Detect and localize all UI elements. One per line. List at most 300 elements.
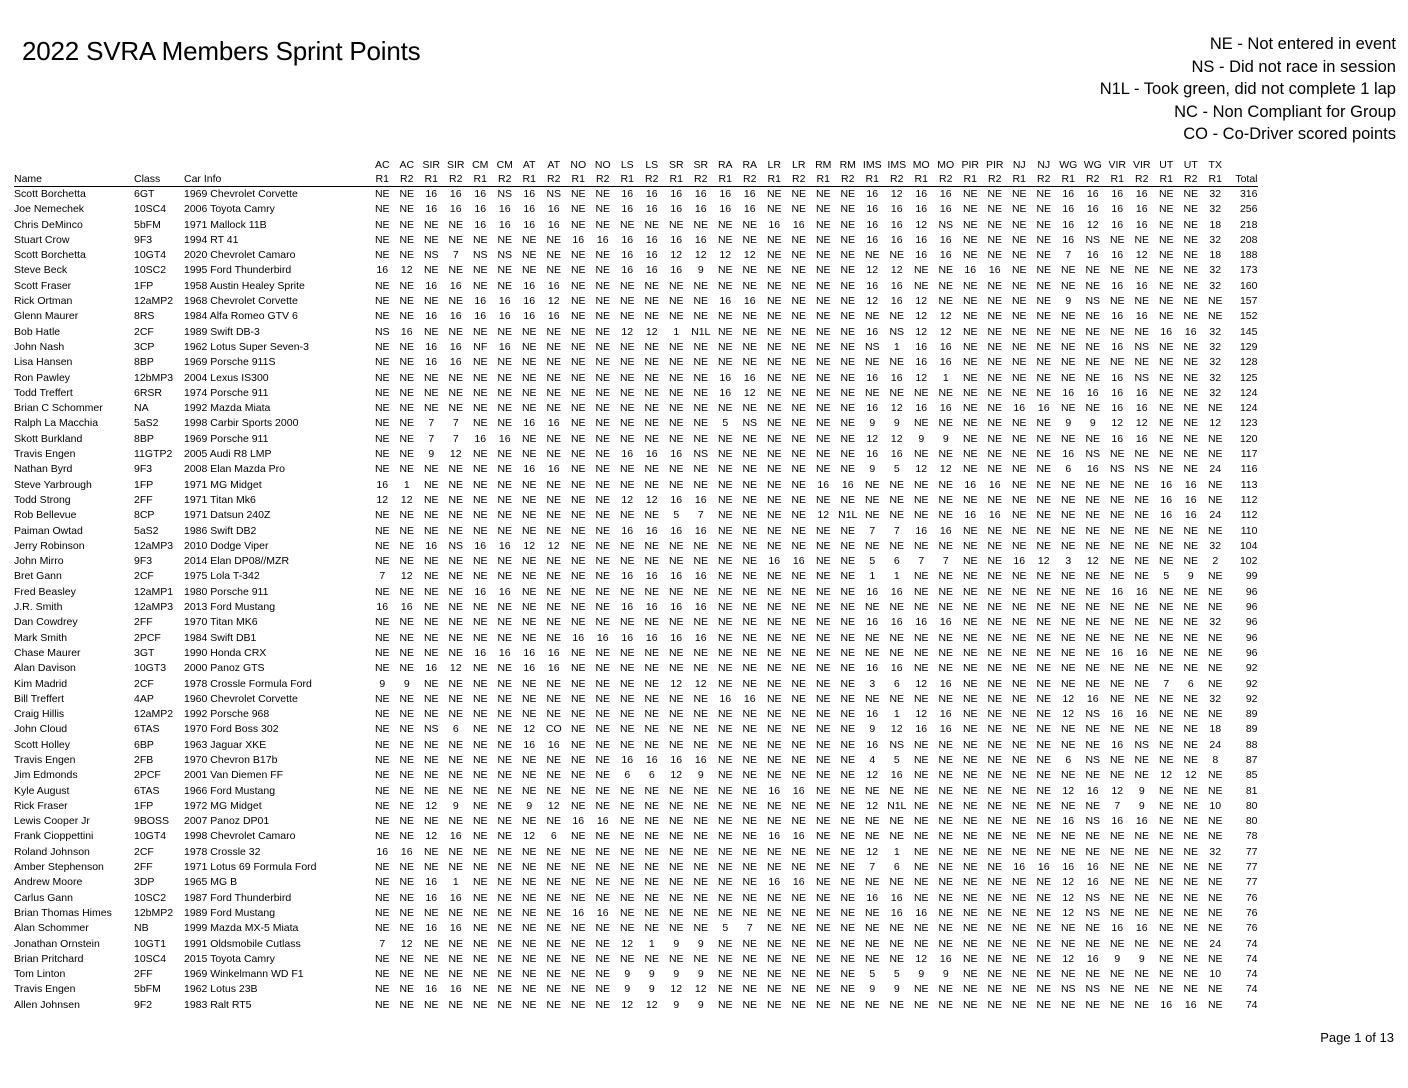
points-cell: NE xyxy=(864,998,880,1011)
points-cell: NE xyxy=(374,646,390,659)
total-points: 76 xyxy=(1245,922,1258,935)
points-cell: NE xyxy=(791,539,807,552)
points-cell: 16 xyxy=(988,509,1001,522)
points-cell: NE xyxy=(987,402,1003,415)
points-cell: NE xyxy=(742,218,758,231)
car-header: Car Info xyxy=(184,173,370,187)
points-cell: NE xyxy=(472,371,488,384)
points-cell: 1 xyxy=(893,570,900,583)
points-cell: NE xyxy=(693,692,709,705)
total-points: 89 xyxy=(1245,708,1258,721)
total-points: 77 xyxy=(1245,876,1258,889)
points-cell: NE xyxy=(717,753,733,766)
points-cell: NE xyxy=(1183,723,1199,736)
points-cell: 9 xyxy=(918,432,925,445)
points-cell: 16 xyxy=(1037,402,1050,415)
points-cell: NE xyxy=(1183,310,1199,323)
points-cell: NE xyxy=(1183,891,1199,904)
points-cell: NE xyxy=(1207,922,1223,935)
points-cell: NE xyxy=(423,952,439,965)
points-cell: 12 xyxy=(1184,769,1197,782)
points-cell: NE xyxy=(1011,463,1027,476)
points-cell: NE xyxy=(570,463,586,476)
driver-class: 10SC2 xyxy=(134,891,167,904)
points-cell: 16 xyxy=(743,188,756,200)
points-cell: NE xyxy=(1134,631,1150,644)
points-cell: NE xyxy=(791,968,807,981)
points-cell: NE xyxy=(644,876,660,889)
points-cell: NS xyxy=(938,218,954,231)
points-cell: 5 xyxy=(722,417,729,430)
points-cell: NE xyxy=(962,203,978,216)
points-cell: 5 xyxy=(893,968,900,981)
points-cell: NE xyxy=(987,906,1003,919)
points-cell: NE xyxy=(1085,830,1101,843)
points-cell: NE xyxy=(448,906,464,919)
points-cell: NE xyxy=(791,417,807,430)
car-info: 2005 Audi R8 LMP xyxy=(184,448,272,461)
points-cell: NE xyxy=(619,340,635,353)
points-cell: NE xyxy=(1085,937,1101,950)
points-cell: NE xyxy=(717,448,733,461)
points-cell: NE xyxy=(570,677,586,690)
event-header: WG xyxy=(1083,159,1102,171)
points-cell: NE xyxy=(546,601,562,614)
points-cell: NE xyxy=(497,677,513,690)
points-cell: NE xyxy=(938,937,954,950)
points-cell: NE xyxy=(1036,662,1052,675)
points-cell: NE xyxy=(472,417,488,430)
points-cell: NE xyxy=(717,585,733,598)
points-cell: 16 xyxy=(670,570,683,583)
points-cell: NE xyxy=(619,876,635,889)
points-cell: 12 xyxy=(866,264,879,277)
points-cell: NE xyxy=(864,784,880,797)
driver-class: 8BP xyxy=(134,432,154,445)
points-cell: NE xyxy=(497,769,513,782)
points-cell: 16 xyxy=(670,753,683,766)
points-cell: NE xyxy=(374,585,390,598)
points-cell: 16 xyxy=(596,815,609,828)
points-cell: NE xyxy=(546,922,562,935)
points-cell: NE xyxy=(472,723,488,736)
points-cell: NE xyxy=(1183,233,1199,246)
points-cell: NE xyxy=(472,738,488,751)
points-cell: NE xyxy=(448,631,464,644)
points-cell: NE xyxy=(742,830,758,843)
points-cell: NS xyxy=(742,417,758,430)
driver-class: 12aMP3 xyxy=(134,601,174,614)
points-cell: 16 xyxy=(523,738,536,751)
points-cell: NE xyxy=(1011,952,1027,965)
points-cell: NE xyxy=(472,952,488,965)
total-points: 92 xyxy=(1245,677,1258,690)
points-cell: 16 xyxy=(1111,402,1124,415)
points-cell: 16 xyxy=(645,570,658,583)
session-header-row xyxy=(14,173,1258,187)
points-cell: NE xyxy=(619,386,635,399)
points-cell: 16 xyxy=(694,631,707,644)
points-cell: NE xyxy=(521,616,537,629)
points-cell: NE xyxy=(1109,968,1125,981)
points-cell: NE xyxy=(693,218,709,231)
points-cell: NE xyxy=(1158,784,1174,797)
points-cell: 16 xyxy=(1062,448,1075,461)
points-cell: NE xyxy=(1183,616,1199,629)
points-cell: NE xyxy=(791,906,807,919)
total-points: 74 xyxy=(1245,998,1258,1011)
points-cell: 16 xyxy=(964,478,977,491)
points-cell: NE xyxy=(742,631,758,644)
points-cell: NE xyxy=(1060,478,1076,491)
points-cell: NE xyxy=(644,845,660,858)
points-cell: 16 xyxy=(915,233,928,246)
points-cell: NE xyxy=(987,891,1003,904)
points-cell: 5 xyxy=(893,753,900,766)
points-cell: NE xyxy=(570,799,586,812)
points-cell: 16 xyxy=(1135,218,1148,231)
points-cell: NE xyxy=(497,386,513,399)
points-cell: NE xyxy=(742,983,758,996)
points-cell: 16 xyxy=(915,402,928,415)
points-cell: NE xyxy=(766,249,782,262)
points-cell: 1 xyxy=(403,478,410,491)
points-cell: 16 xyxy=(866,218,879,231)
points-cell: NE xyxy=(1158,861,1174,874)
table-row xyxy=(14,937,1258,952)
points-cell: 16 xyxy=(1135,310,1148,323)
points-cell: 16 xyxy=(915,249,928,262)
driver-class: 10SC4 xyxy=(134,203,167,216)
points-cell: NE xyxy=(546,692,562,705)
driver-name: Craig Hillis xyxy=(14,708,65,721)
points-cell: 9 xyxy=(673,998,680,1011)
table-row xyxy=(14,524,1258,539)
table-row xyxy=(14,539,1258,554)
event-header: AC xyxy=(374,159,390,171)
points-cell: NE xyxy=(717,738,733,751)
points-cell: NE xyxy=(864,876,880,889)
table-row xyxy=(14,891,1258,906)
points-cell: NE xyxy=(693,646,709,659)
points-cell: NE xyxy=(1109,493,1125,506)
points-cell: NE xyxy=(766,417,782,430)
points-cell: NE xyxy=(644,738,660,751)
points-cell: 9 xyxy=(697,264,704,277)
points-cell: 12 xyxy=(621,493,634,506)
points-cell: NE xyxy=(399,402,415,415)
points-cell: 16 xyxy=(596,906,609,919)
points-cell: NE xyxy=(595,432,611,445)
car-info: 1969 Chevrolet Corvette xyxy=(184,188,298,200)
points-cell: 32 xyxy=(1209,233,1222,246)
points-cell: NE xyxy=(423,631,439,644)
driver-class: 12aMP3 xyxy=(134,539,174,552)
points-cell: 16 xyxy=(866,279,879,292)
points-cell: NE xyxy=(938,876,954,889)
points-cell: NS xyxy=(1085,891,1101,904)
car-info: 2007 Panoz DP01 xyxy=(184,815,270,828)
points-cell: NE xyxy=(938,830,954,843)
points-cell: NE xyxy=(546,448,562,461)
points-cell: NE xyxy=(595,555,611,568)
points-cell: 16 xyxy=(596,233,609,246)
points-cell: NE xyxy=(1011,968,1027,981)
points-cell: NE xyxy=(1011,249,1027,262)
points-cell: NE xyxy=(717,937,733,950)
points-cell: 16 xyxy=(523,218,536,231)
points-cell: 16 xyxy=(1111,922,1124,935)
points-cell: 7 xyxy=(869,861,876,874)
points-cell: NE xyxy=(840,279,856,292)
points-cell: NE xyxy=(1036,310,1052,323)
name-header: Name xyxy=(14,173,134,187)
points-cell: NE xyxy=(595,616,611,629)
car-info: 2015 Toyota Camry xyxy=(184,952,275,965)
points-cell: NE xyxy=(913,417,929,430)
points-cell: NE xyxy=(619,708,635,721)
points-cell: NE xyxy=(693,876,709,889)
points-cell: NS xyxy=(1134,371,1150,384)
points-cell: NE xyxy=(1011,738,1027,751)
points-cell: NE xyxy=(1207,861,1223,874)
points-cell: NE xyxy=(374,463,390,476)
points-cell: NE xyxy=(570,876,586,889)
points-cell: 3 xyxy=(1065,555,1072,568)
points-cell: NE xyxy=(374,340,390,353)
points-cell: 7 xyxy=(452,432,459,445)
points-cell: NE xyxy=(1158,738,1174,751)
points-cell: NE xyxy=(742,233,758,246)
session-header: R2 xyxy=(1179,173,1204,187)
points-cell: 12 xyxy=(547,799,560,812)
points-cell: 16 xyxy=(572,815,585,828)
points-cell: NE xyxy=(668,356,684,369)
points-cell: NE xyxy=(546,815,562,828)
points-cell: NE xyxy=(521,478,537,491)
points-cell: NE xyxy=(1109,906,1125,919)
points-cell: NE xyxy=(938,845,954,858)
points-cell: 16 xyxy=(1086,692,1099,705)
points-cell: 6 xyxy=(1065,753,1072,766)
points-cell: NE xyxy=(1060,723,1076,736)
points-cell: NE xyxy=(1036,968,1052,981)
points-cell: 16 xyxy=(768,876,781,889)
points-cell: NE xyxy=(938,906,954,919)
points-cell: NE xyxy=(840,570,856,583)
points-cell: NE xyxy=(399,708,415,721)
points-cell: NE xyxy=(1109,723,1125,736)
points-cell: NE xyxy=(546,708,562,721)
points-cell: NE xyxy=(1207,646,1223,659)
points-cell: NE xyxy=(840,662,856,675)
points-cell: NE xyxy=(399,662,415,675)
points-cell: NE xyxy=(448,692,464,705)
points-cell: NE xyxy=(1036,188,1052,200)
points-cell: NE xyxy=(766,279,782,292)
points-cell: 16 xyxy=(1111,249,1124,262)
event-header: NO xyxy=(594,159,611,171)
driver-name: Scott Holley xyxy=(14,738,71,751)
points-cell: NE xyxy=(1158,799,1174,812)
points-cell: NE xyxy=(1011,677,1027,690)
points-cell: NE xyxy=(840,493,856,506)
points-cell: NE xyxy=(644,555,660,568)
points-cell: NE xyxy=(1085,340,1101,353)
total-points: 123 xyxy=(1239,417,1258,430)
points-cell: NE xyxy=(864,356,880,369)
points-cell: NE xyxy=(840,845,856,858)
total-points: 218 xyxy=(1239,218,1258,231)
points-cell: NE xyxy=(472,463,488,476)
points-cell: NE xyxy=(913,937,929,950)
points-cell: NE xyxy=(962,555,978,568)
points-cell: NE xyxy=(570,325,586,338)
driver-class: 2FF xyxy=(134,968,153,981)
points-cell: 9 xyxy=(697,968,704,981)
points-cell: 7 xyxy=(1114,799,1121,812)
points-cell: NE xyxy=(1183,218,1199,231)
points-cell: NE xyxy=(595,325,611,338)
points-cell: 16 xyxy=(1086,386,1099,399)
points-cell: 16 xyxy=(792,218,805,231)
points-cell: NE xyxy=(546,998,562,1011)
points-cell: NE xyxy=(1207,570,1223,583)
points-cell: NE xyxy=(399,906,415,919)
points-cell: NE xyxy=(1134,264,1150,277)
points-cell: NE xyxy=(766,922,782,935)
points-cell: NE xyxy=(668,402,684,415)
points-cell: NE xyxy=(1011,295,1027,308)
points-cell: NE xyxy=(1060,646,1076,659)
points-cell: 16 xyxy=(1184,493,1197,506)
points-cell: NE xyxy=(423,585,439,598)
driver-class: 1FP xyxy=(134,799,154,812)
table-row xyxy=(14,768,1258,783)
points-cell: NE xyxy=(962,616,978,629)
points-cell: 12 xyxy=(1111,784,1124,797)
table-row xyxy=(14,218,1258,233)
points-cell: NE xyxy=(472,937,488,950)
points-cell: NE xyxy=(1036,356,1052,369)
points-cell: NE xyxy=(472,891,488,904)
points-cell: NE xyxy=(1036,830,1052,843)
points-cell: NE xyxy=(987,493,1003,506)
points-cell: NE xyxy=(399,279,415,292)
points-cell: NE xyxy=(521,448,537,461)
points-cell: NE xyxy=(1011,493,1027,506)
points-cell: 12 xyxy=(645,998,658,1011)
total-points: 87 xyxy=(1245,753,1258,766)
points-cell: NE xyxy=(987,539,1003,552)
points-cell: 16 xyxy=(1135,432,1148,445)
points-cell: NE xyxy=(472,601,488,614)
points-cell: NE xyxy=(1158,371,1174,384)
points-cell: NE xyxy=(717,815,733,828)
points-cell: NE xyxy=(1109,448,1125,461)
points-cell: NE xyxy=(815,646,831,659)
points-cell: NE xyxy=(1109,601,1125,614)
points-cell: 16 xyxy=(621,601,634,614)
points-cell: NE xyxy=(423,937,439,950)
points-cell: NE xyxy=(962,493,978,506)
points-cell: NE xyxy=(570,478,586,491)
points-cell: NE xyxy=(619,799,635,812)
points-cell: NE xyxy=(1158,891,1174,904)
points-cell: NE xyxy=(423,325,439,338)
points-cell: NE xyxy=(423,463,439,476)
points-cell: NE xyxy=(546,968,562,981)
points-cell: NE xyxy=(374,616,390,629)
points-cell: NE xyxy=(864,493,880,506)
driver-name: Kim Madrid xyxy=(14,677,68,690)
points-cell: NE xyxy=(766,386,782,399)
points-cell: NE xyxy=(693,478,709,491)
points-cell: NE xyxy=(521,631,537,644)
points-cell: 16 xyxy=(670,524,683,537)
points-cell: NE xyxy=(1109,356,1125,369)
table-row xyxy=(14,646,1258,661)
points-cell: NE xyxy=(1011,631,1027,644)
points-cell: NE xyxy=(962,402,978,415)
points-cell: NE xyxy=(815,295,831,308)
points-cell: NE xyxy=(1158,386,1174,399)
points-cell: 16 xyxy=(474,188,487,200)
points-cell: NE xyxy=(962,968,978,981)
points-cell: NE xyxy=(717,356,733,369)
points-cell: NE xyxy=(644,295,660,308)
total-points: 125 xyxy=(1239,371,1258,384)
points-cell: NE xyxy=(1036,891,1052,904)
points-cell: NE xyxy=(1183,386,1199,399)
driver-class: 1FP xyxy=(134,279,154,292)
points-cell: NE xyxy=(693,830,709,843)
points-cell: NE xyxy=(546,753,562,766)
points-cell: 3 xyxy=(869,677,876,690)
points-cell: 12 xyxy=(523,830,536,843)
points-cell: NE xyxy=(497,616,513,629)
points-cell: NE xyxy=(987,524,1003,537)
points-cell: NE xyxy=(1011,325,1027,338)
points-cell: 5 xyxy=(869,555,876,568)
points-cell: NE xyxy=(472,662,488,675)
driver-class: 5bFM xyxy=(134,983,161,996)
points-cell: NE xyxy=(595,218,611,231)
points-cell: NE xyxy=(864,509,880,522)
points-cell: 9 xyxy=(1114,952,1121,965)
car-info: 1971 Lotus 69 Formula Ford xyxy=(184,861,317,874)
points-cell: 16 xyxy=(449,356,462,369)
points-cell: NE xyxy=(987,708,1003,721)
points-cell: NE xyxy=(693,402,709,415)
points-cell: NE xyxy=(1158,463,1174,476)
points-cell: NE xyxy=(840,937,856,950)
total-points: 76 xyxy=(1245,891,1258,904)
points-cell: NE xyxy=(570,188,586,200)
points-cell: NE xyxy=(962,937,978,950)
total-points: 78 xyxy=(1245,830,1258,843)
car-info: 2006 Toyota Camry xyxy=(184,203,275,216)
car-info: 1969 Porsche 911S xyxy=(184,356,276,369)
points-cell: NE xyxy=(742,585,758,598)
points-cell: NE xyxy=(840,708,856,721)
points-cell: NE xyxy=(742,539,758,552)
points-cell: NE xyxy=(546,524,562,537)
points-cell: NE xyxy=(1036,631,1052,644)
driver-class: 12aMP2 xyxy=(134,708,174,721)
points-cell: NE xyxy=(521,815,537,828)
points-cell: NE xyxy=(1011,371,1027,384)
